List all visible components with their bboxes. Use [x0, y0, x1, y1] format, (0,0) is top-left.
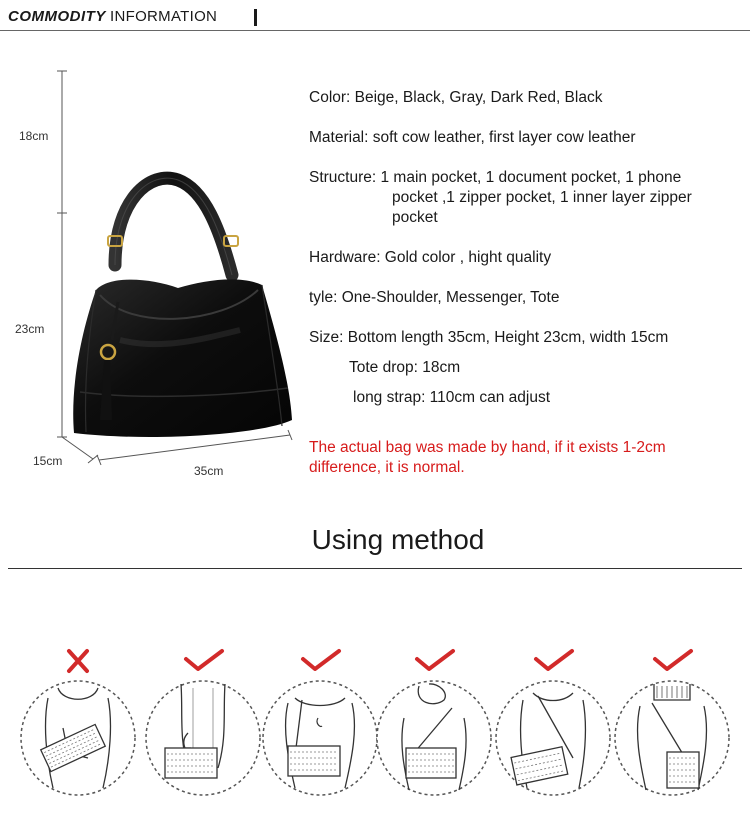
spec-tote-drop: Tote drop: 18cm	[349, 359, 461, 376]
spec-long-strap: long strap: 110cm can adjust	[353, 389, 551, 406]
check-icon	[409, 645, 459, 677]
check-icon	[528, 645, 578, 677]
spec-structure	[309, 168, 692, 228]
pose-crossbody-front	[374, 678, 494, 798]
method-item-1	[18, 640, 140, 815]
section-title	[8, 8, 217, 26]
using-method-row	[0, 640, 750, 815]
height-dimension-line	[57, 71, 67, 437]
spec-hardware: Hardware: Gold color , hight quality	[309, 249, 552, 266]
check-icon	[178, 645, 228, 677]
dimension-top-label: 18cm	[19, 129, 49, 143]
pose-crossbody-side	[493, 678, 613, 798]
cross-icon	[53, 645, 103, 677]
spec-structure-line-3: pocket	[392, 209, 438, 226]
pose-hand-carry	[143, 678, 263, 798]
section-title-rest: INFORMATION	[110, 8, 218, 25]
section-header	[0, 0, 750, 32]
dimension-middle-label: 23cm	[15, 322, 45, 336]
header-underline	[0, 30, 750, 31]
spec-structure-line-1: Structure: 1 main pocket, 1 document pocket, 1 phone	[309, 169, 682, 186]
depth-dimension-line	[62, 437, 98, 463]
method-item-2	[143, 640, 265, 815]
method-item-3	[260, 640, 382, 815]
bag-handle	[115, 178, 232, 275]
section-title-bold: COMMODITY	[8, 8, 106, 25]
pose-crossbody-back	[612, 678, 732, 798]
spec-size: Size: Bottom length 35cm, Height 23cm, width 15cm	[309, 329, 669, 346]
dimension-width-label: 35cm	[194, 464, 224, 478]
check-icon	[295, 645, 345, 677]
method-item-5	[493, 640, 615, 815]
product-image	[0, 40, 300, 490]
handbag-illustration	[0, 40, 300, 490]
pose-shoulder	[260, 678, 380, 798]
method-item-6	[612, 640, 734, 815]
handmade-note: The actual bag was made by hand, if it exists 1-2cm difference, it is normal.	[309, 439, 666, 476]
check-icon	[647, 645, 697, 677]
spec-color: Color: Beige, Black, Gray, Dark Red, Black	[309, 89, 603, 106]
using-method-title	[0, 524, 750, 556]
spec-structure-line-2: pocket ,1 zipper pocket, 1 inner layer zipper	[392, 189, 692, 206]
pose-clutch-under-arm	[18, 678, 138, 798]
method-item-4	[374, 640, 496, 815]
spec-material: Material: soft cow leather, first layer cow leather	[309, 129, 636, 146]
spec-style: tyle: One-Shoulder, Messenger, Tote	[309, 289, 560, 306]
title-bar-divider	[254, 9, 257, 26]
dimension-depth-label: 15cm	[33, 454, 63, 468]
using-method-title-text: Using method	[311, 524, 485, 555]
using-method-divider	[8, 568, 742, 569]
